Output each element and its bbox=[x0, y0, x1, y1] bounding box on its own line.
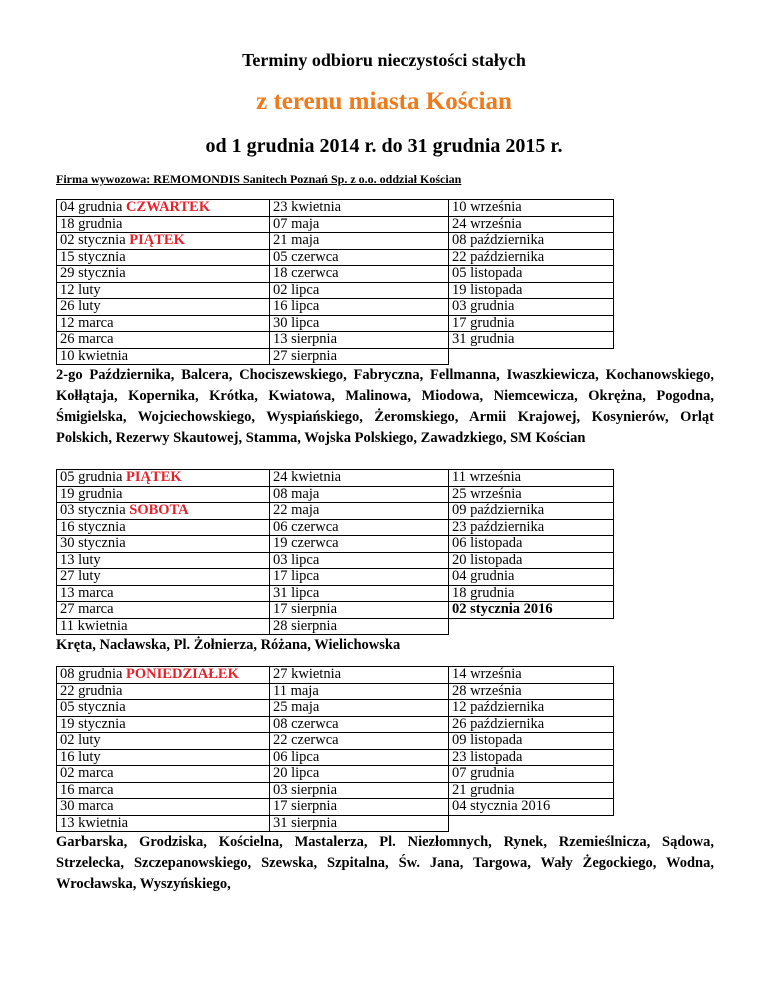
date-text: 16 marca bbox=[60, 781, 114, 798]
date-text: 11 kwietnia bbox=[60, 617, 128, 634]
date-cell bbox=[57, 766, 270, 783]
schedule-section-3 bbox=[56, 666, 714, 895]
date-cell: 07 maja bbox=[270, 216, 449, 233]
date-text: 19 grudnia bbox=[60, 485, 123, 502]
date-text: 18 grudnia bbox=[60, 215, 123, 232]
date-cell: 25 maja bbox=[270, 700, 449, 717]
table-row bbox=[57, 618, 614, 635]
weekday-label: CZWARTEK bbox=[126, 199, 211, 215]
table-row bbox=[57, 683, 614, 700]
date-cell bbox=[57, 602, 270, 619]
date-cell: 28 września bbox=[449, 683, 614, 700]
date-cell bbox=[57, 200, 270, 217]
date-cell: 03 sierpnia bbox=[270, 782, 449, 799]
date-text: 02 luty bbox=[60, 732, 101, 748]
date-cell: 20 listopada bbox=[449, 552, 614, 569]
table-row bbox=[57, 348, 614, 365]
date-cell: 03 grudnia bbox=[449, 299, 614, 316]
date-cell bbox=[57, 585, 270, 602]
date-cell bbox=[57, 216, 270, 233]
date-cell: 09 listopada bbox=[449, 733, 614, 750]
city-title: z terenu miasta Kościan bbox=[256, 88, 512, 115]
weekday-label: SOBOTA bbox=[129, 502, 189, 518]
date-cell bbox=[57, 332, 270, 349]
date-cell: 03 lipca bbox=[270, 552, 449, 569]
street-list: Garbarska, Grodziska, Kościelna, Mastalerza, Pl. Niezłomnych, Rynek, Rzemieślnicza, Sądowa, Strzelecka, Szczepanowskiego, Szewska, Szpitalna, Św. Jana, Targowa, Wały Żegockiego, Wodna, Wrocławska, Wyszyńskiego, bbox=[56, 834, 714, 892]
date-cell: 06 listopada bbox=[449, 536, 614, 553]
date-cell bbox=[57, 299, 270, 316]
date-cell bbox=[57, 536, 270, 553]
date-cell: 06 czerwca bbox=[270, 519, 449, 536]
date-cell: 11 września bbox=[449, 470, 614, 487]
date-cell: 23 listopada bbox=[449, 749, 614, 766]
date-cell: 09 października bbox=[449, 503, 614, 520]
date-cell bbox=[57, 519, 270, 536]
date-cell: 05 czerwca bbox=[270, 249, 449, 266]
date-cell bbox=[57, 749, 270, 766]
document-title: Terminy odbioru nieczystości stałych bbox=[242, 50, 526, 70]
table-row bbox=[57, 799, 614, 816]
date-cell: 05 listopada bbox=[449, 266, 614, 283]
date-text: 02 marca bbox=[60, 765, 114, 781]
schedule-section-1 bbox=[56, 199, 714, 449]
date-cell: 10 września bbox=[449, 200, 614, 217]
date-text: 05 grudnia bbox=[60, 469, 123, 485]
date-text: 13 kwietnia bbox=[60, 814, 129, 831]
table-row bbox=[57, 815, 614, 832]
date-cell bbox=[57, 733, 270, 750]
date-cell: 12 października bbox=[449, 700, 614, 717]
date-cell bbox=[57, 249, 270, 266]
date-cell: 13 sierpnia bbox=[270, 332, 449, 349]
schedule-table bbox=[56, 666, 614, 832]
date-cell: 14 września bbox=[449, 667, 614, 684]
table-row bbox=[57, 233, 614, 250]
weekday-label: PONIEDZIAŁEK bbox=[126, 666, 239, 682]
date-text: 30 marca bbox=[60, 798, 114, 814]
date-cell bbox=[57, 348, 270, 365]
date-cell: 24 kwietnia bbox=[270, 470, 449, 487]
date-cell: 17 lipca bbox=[270, 569, 449, 586]
date-cell bbox=[449, 815, 614, 832]
date-text: 13 marca bbox=[60, 584, 114, 601]
table-row bbox=[57, 200, 614, 217]
schedule-table bbox=[56, 469, 614, 635]
date-cell: 04 grudnia bbox=[449, 569, 614, 586]
date-text: 16 luty bbox=[60, 748, 101, 765]
table-row bbox=[57, 216, 614, 233]
date-cell bbox=[57, 683, 270, 700]
date-range-title: od 1 grudnia 2014 r. do 31 grudnia 2015 r. bbox=[205, 135, 563, 157]
table-row bbox=[57, 519, 614, 536]
date-cell: 19 listopada bbox=[449, 282, 614, 299]
schedule-table bbox=[56, 199, 614, 365]
date-cell: 23 października bbox=[449, 519, 614, 536]
weekday-label: PIĄTEK bbox=[129, 232, 185, 248]
date-text: 30 stycznia bbox=[60, 535, 126, 551]
date-text: 27 marca bbox=[60, 601, 114, 617]
date-cell: 02 lipca bbox=[270, 282, 449, 299]
date-cell: 07 grudnia bbox=[449, 766, 614, 783]
date-cell bbox=[57, 799, 270, 816]
date-text: 19 stycznia bbox=[60, 715, 126, 732]
date-cell: 21 maja bbox=[270, 233, 449, 250]
date-cell: 20 lipca bbox=[270, 766, 449, 783]
table-row bbox=[57, 716, 614, 733]
date-cell bbox=[57, 569, 270, 586]
table-row bbox=[57, 299, 614, 316]
date-cell: 31 sierpnia bbox=[270, 815, 449, 832]
table-row bbox=[57, 700, 614, 717]
date-cell: 22 października bbox=[449, 249, 614, 266]
date-text: 16 stycznia bbox=[60, 518, 126, 535]
table-row bbox=[57, 315, 614, 332]
weekday-label: PIĄTEK bbox=[126, 469, 182, 485]
date-cell bbox=[57, 552, 270, 569]
date-cell: 27 kwietnia bbox=[270, 667, 449, 684]
date-cell bbox=[57, 815, 270, 832]
date-text: 22 grudnia bbox=[60, 682, 123, 699]
date-cell: 04 stycznia 2016 bbox=[449, 799, 614, 816]
date-cell bbox=[57, 315, 270, 332]
table-row bbox=[57, 602, 614, 619]
date-cell: 17 sierpnia bbox=[270, 602, 449, 619]
date-text: 02 stycznia bbox=[60, 232, 126, 248]
date-cell: 18 czerwca bbox=[270, 266, 449, 283]
date-text: 10 kwietnia bbox=[60, 347, 129, 364]
date-cell: 30 lipca bbox=[270, 315, 449, 332]
date-cell: 24 września bbox=[449, 216, 614, 233]
date-cell bbox=[57, 700, 270, 717]
date-cell: 17 sierpnia bbox=[270, 799, 449, 816]
date-cell: 08 października bbox=[449, 233, 614, 250]
date-text: 26 luty bbox=[60, 298, 101, 314]
date-text: 27 luty bbox=[60, 568, 101, 584]
date-cell: 28 sierpnia bbox=[270, 618, 449, 635]
date-cell bbox=[449, 348, 614, 365]
date-cell: 21 grudnia bbox=[449, 782, 614, 799]
table-row bbox=[57, 733, 614, 750]
street-list: Kręta, Nacławska, Pl. Żołnierza, Różana, Wielichowska bbox=[56, 637, 401, 653]
date-text: 15 stycznia bbox=[60, 248, 126, 265]
street-list: 2-go Października, Balcera, Chociszewskiego, Fabryczna, Fellmanna, Iwaszkiewicza, Kochanowskiego, Kołłątaja, Kopernika, Krótka, Kwiatowa, Malinowa, Miodowa, Niemcewicza, Okrężna, Pogodna, Śmigielska, Wojciechowskiego, Wyspiańskiego, Żeromskiego, Armii Krajowej, Kosynierów, Orląt Polskich, Rezerwy Skautowej, Stamma, Wojska Polskiego, Zawadzkiego, SM Kościan bbox=[56, 367, 714, 446]
date-cell: 19 czerwca bbox=[270, 536, 449, 553]
table-row bbox=[57, 552, 614, 569]
date-cell: 27 sierpnia bbox=[270, 348, 449, 365]
date-cell: 31 lipca bbox=[270, 585, 449, 602]
date-cell bbox=[57, 716, 270, 733]
date-text: 12 marca bbox=[60, 314, 114, 331]
date-text: 13 luty bbox=[60, 551, 101, 568]
date-cell bbox=[57, 503, 270, 520]
table-row bbox=[57, 503, 614, 520]
table-row bbox=[57, 486, 614, 503]
date-cell bbox=[57, 233, 270, 250]
date-cell: 31 grudnia bbox=[449, 332, 614, 349]
date-cell: 22 maja bbox=[270, 503, 449, 520]
date-cell bbox=[57, 486, 270, 503]
date-cell: 22 czerwca bbox=[270, 733, 449, 750]
date-cell bbox=[57, 618, 270, 635]
table-row bbox=[57, 667, 614, 684]
date-cell bbox=[57, 782, 270, 799]
date-cell: 18 grudnia bbox=[449, 585, 614, 602]
date-cell bbox=[57, 266, 270, 283]
date-cell bbox=[57, 470, 270, 487]
date-cell: 26 października bbox=[449, 716, 614, 733]
table-row bbox=[57, 766, 614, 783]
date-text: 29 stycznia bbox=[60, 265, 126, 281]
date-cell: 11 maja bbox=[270, 683, 449, 700]
date-cell: 02 stycznia 2016 bbox=[449, 602, 614, 619]
date-cell: 16 lipca bbox=[270, 299, 449, 316]
table-row bbox=[57, 470, 614, 487]
date-cell: 06 lipca bbox=[270, 749, 449, 766]
date-cell bbox=[57, 667, 270, 684]
table-row bbox=[57, 249, 614, 266]
date-text: 04 grudnia bbox=[60, 199, 123, 215]
date-cell: 17 grudnia bbox=[449, 315, 614, 332]
table-row bbox=[57, 282, 614, 299]
date-cell: 23 kwietnia bbox=[270, 200, 449, 217]
company-line: Firma wywozowa: REMOMONDIS Sanitech Poznań Sp. z o.o. oddział Kościan bbox=[56, 172, 462, 186]
date-text: 05 stycznia bbox=[60, 699, 126, 715]
date-cell: 08 maja bbox=[270, 486, 449, 503]
table-row bbox=[57, 569, 614, 586]
table-row bbox=[57, 749, 614, 766]
date-text: 03 stycznia bbox=[60, 502, 126, 518]
date-text: 08 grudnia bbox=[60, 666, 123, 682]
schedule-section-2 bbox=[56, 469, 714, 656]
date-cell: 08 czerwca bbox=[270, 716, 449, 733]
date-cell: 25 września bbox=[449, 486, 614, 503]
date-text: 12 luty bbox=[60, 281, 101, 298]
table-row bbox=[57, 782, 614, 799]
date-text: 26 marca bbox=[60, 331, 114, 347]
table-row bbox=[57, 536, 614, 553]
table-row bbox=[57, 332, 614, 349]
date-cell bbox=[449, 618, 614, 635]
table-row bbox=[57, 266, 614, 283]
date-cell bbox=[57, 282, 270, 299]
table-row bbox=[57, 585, 614, 602]
